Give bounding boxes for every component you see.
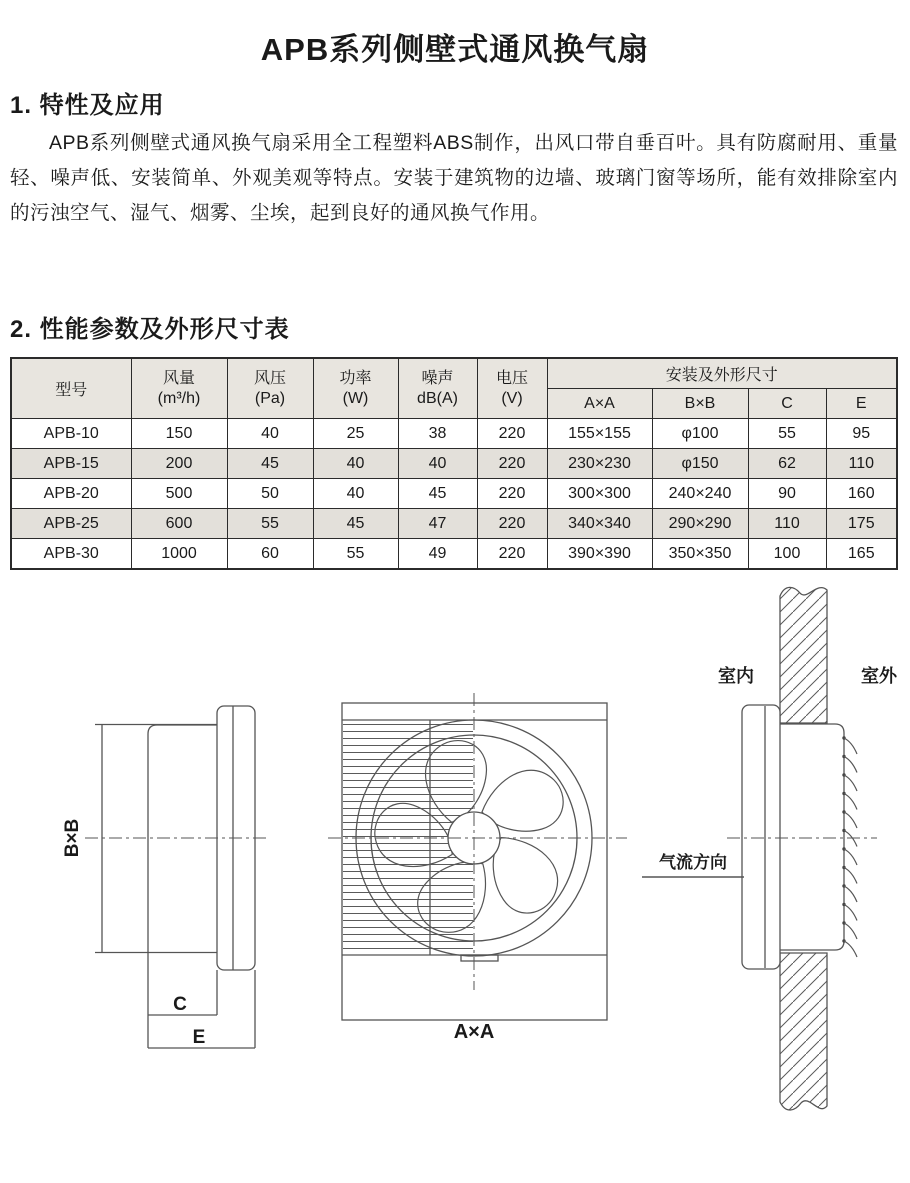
table-cell: 50 — [227, 479, 313, 509]
table-cell: 25 — [313, 419, 398, 449]
table-cell: 175 — [826, 509, 897, 539]
table-cell: APB-30 — [11, 539, 131, 570]
side-view-bxb-label: B×B — [62, 818, 83, 858]
table-cell: 340×340 — [547, 509, 652, 539]
wall-section-lower — [780, 953, 827, 1110]
indoor-label: 室内 — [718, 666, 754, 686]
table-cell: 220 — [477, 509, 547, 539]
col-header-voltage — [477, 358, 547, 419]
side-view-drawing — [62, 706, 270, 1048]
table-cell: 62 — [748, 449, 826, 479]
outdoor-label: 室外 — [861, 666, 897, 686]
table-cell: 165 — [826, 539, 897, 570]
col-header-dim-b: B×B — [652, 389, 748, 419]
table-cell: 500 — [131, 479, 227, 509]
table-cell: 220 — [477, 449, 547, 479]
col-header-noise-line1: 噪声 — [421, 370, 454, 388]
table-row — [11, 509, 897, 539]
page-title: APB系列侧壁式通风换气扇 — [260, 32, 650, 67]
table-cell: 40 — [227, 419, 313, 449]
airflow-direction-label: 气流方向 — [659, 853, 727, 872]
table-cell: 90 — [748, 479, 826, 509]
front-view-drawing — [328, 693, 627, 1043]
table-cell: φ150 — [652, 449, 748, 479]
table-cell: 45 — [227, 449, 313, 479]
table-cell: 45 — [313, 509, 398, 539]
table-cell: 160 — [826, 479, 897, 509]
col-header-model: 型号 — [11, 358, 131, 419]
table-cell: 40 — [313, 449, 398, 479]
table-cell: APB-20 — [11, 479, 131, 509]
technical-drawings — [0, 560, 910, 1183]
col-header-airflow — [131, 358, 227, 419]
side-view-e-label: E — [192, 1027, 206, 1048]
table-cell: 110 — [748, 509, 826, 539]
table-row — [11, 449, 897, 479]
table-cell: 220 — [477, 479, 547, 509]
table-cell: 95 — [826, 419, 897, 449]
table-row — [11, 419, 897, 449]
table-cell: 1000 — [131, 539, 227, 570]
table-cell: 290×290 — [652, 509, 748, 539]
col-header-voltage-line1: 电压 — [495, 370, 528, 388]
col-header-dim-e: E — [826, 389, 897, 419]
col-header-power-line1: 功率 — [339, 370, 372, 388]
col-header-voltage-line2: (V) — [501, 389, 523, 407]
table-row — [11, 479, 897, 509]
table-cell: 110 — [826, 449, 897, 479]
table-cell: 155×155 — [547, 419, 652, 449]
side-view-c-label: C — [173, 994, 187, 1015]
installation-drawing — [642, 587, 898, 1110]
col-header-dim-a: A×A — [547, 389, 652, 419]
section2-heading: 2. 性能参数及外形尺寸表 — [10, 316, 290, 343]
table-cell: 390×390 — [547, 539, 652, 570]
col-header-pressure — [227, 358, 313, 419]
section1-heading: 1. 特性及应用 — [10, 92, 165, 119]
col-header-noise-line2: dB(A) — [417, 389, 458, 407]
col-header-airflow-line1: 风量 — [162, 370, 195, 388]
table-cell: 40 — [313, 479, 398, 509]
table-cell: 38 — [398, 419, 477, 449]
spec-table — [10, 357, 898, 570]
section1-paragraph: APB系列侧壁式通风换气扇采用全工程塑料ABS制作，出风口带自垂百叶。具有防腐耐用、重量轻、噪声低、安装简单、外观美观等特点。安装于建筑物的边墙、玻璃门窗等场所，能有效排除室内的污浊空气、湿气、烟雾、尘埃，起到良好的通风换气作用。 — [10, 132, 898, 224]
col-header-pressure-line2: (Pa) — [254, 389, 286, 407]
table-cell: 150 — [131, 419, 227, 449]
table-cell: 350×350 — [652, 539, 748, 570]
table-cell: φ100 — [652, 419, 748, 449]
col-header-power-line2: (W) — [342, 389, 369, 407]
col-header-pressure-line1: 风压 — [253, 370, 286, 388]
col-header-power — [313, 358, 398, 419]
table-cell: 55 — [227, 509, 313, 539]
wall-section-upper — [780, 587, 827, 723]
table-header-row — [11, 358, 897, 389]
front-view-axa-label: A×A — [453, 1021, 495, 1043]
table-cell: 220 — [477, 539, 547, 570]
col-header-dimensions-group: 安装及外形尺寸 — [547, 358, 897, 389]
table-cell: 200 — [131, 449, 227, 479]
table-cell: 40 — [398, 449, 477, 479]
table-cell: 49 — [398, 539, 477, 570]
table-cell: APB-25 — [11, 509, 131, 539]
table-cell: APB-10 — [11, 419, 131, 449]
table-cell: 55 — [748, 419, 826, 449]
table-cell: 45 — [398, 479, 477, 509]
table-cell: 300×300 — [547, 479, 652, 509]
table-cell: 230×230 — [547, 449, 652, 479]
table-cell: 600 — [131, 509, 227, 539]
col-header-noise — [398, 358, 477, 419]
col-header-dim-c: C — [748, 389, 826, 419]
table-cell: 60 — [227, 539, 313, 570]
col-header-airflow-line2: (m³/h) — [157, 389, 201, 407]
table-cell: 47 — [398, 509, 477, 539]
table-cell: 55 — [313, 539, 398, 570]
table-cell: APB-15 — [11, 449, 131, 479]
table-cell: 220 — [477, 419, 547, 449]
table-cell: 100 — [748, 539, 826, 570]
table-cell: 240×240 — [652, 479, 748, 509]
